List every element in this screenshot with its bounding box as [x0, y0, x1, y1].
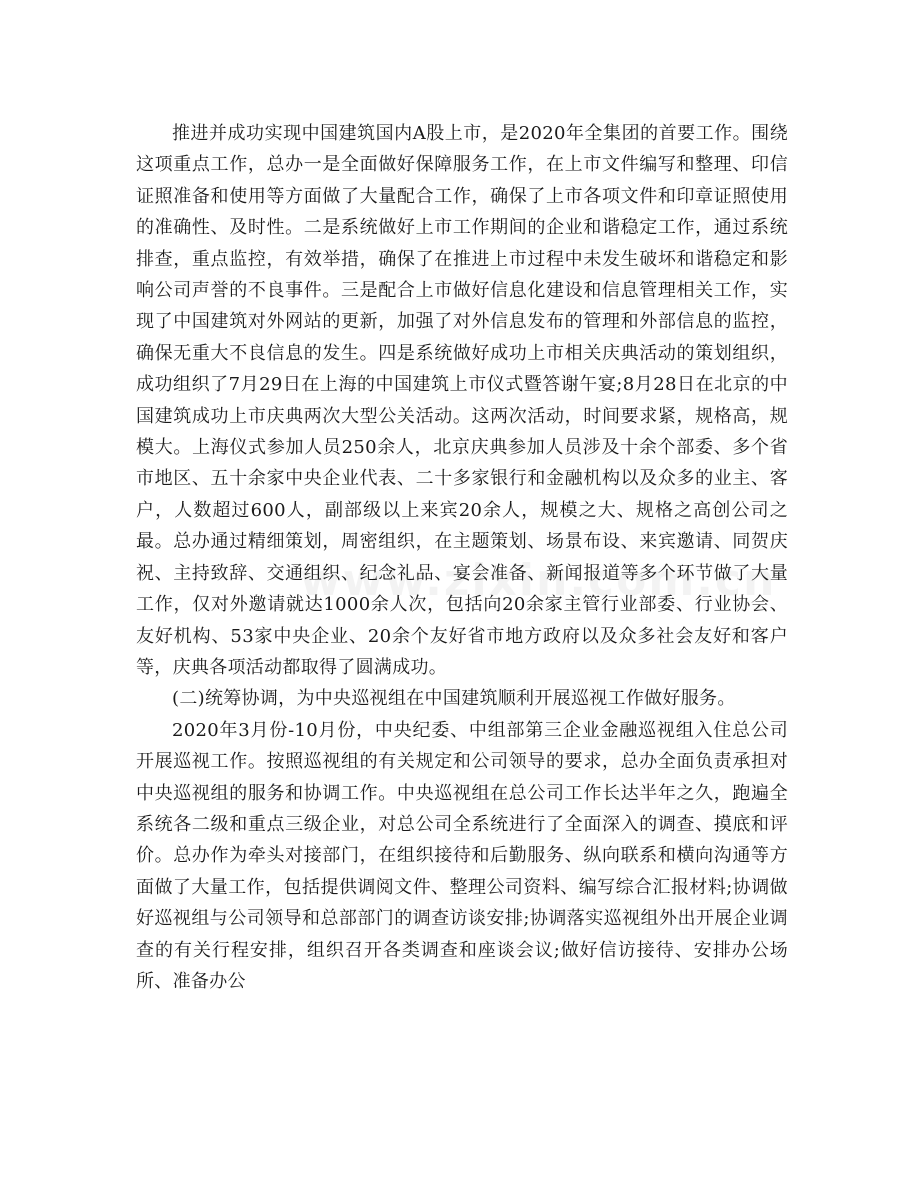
document-body: [136, 118, 788, 997]
section-heading-inspection-service: (二)统筹协调，为中央巡视组在中国建筑顺利开展巡视工作做好服务。: [172, 688, 736, 710]
paragraph-inspection-work: 2020年3月份-10月份，中央纪委、中组部第三企业金融巡视组入住总公司开展巡视工作。按照巡视组的有关规定和公司领导的要求，总办全面负责承担对中央巡视组的服务和协调工作。中央巡视组在总公司工作长达半年之久，跑遍全系统各二级和重点三级企业，对总公司全系统进行了全面深入的调查、摸底和评价。总办作为牵头对接部门，在组织接待和后勤服务、纵向联系和横向沟通等方面做了大量工作，包括提供调阅文件、整理公司资料、编写综合汇报材料;协调做好巡视组与公司领导和总部部门的调查访谈安排;协调落实巡视组外出开展企业调查的有关行程安排，组织召开各类调查和座谈会议;做好信访接待、安排办公场所、准备办公: [136, 719, 788, 992]
paragraph-listing-achievements: 推进并成功实现中国建筑国内A股上市，是2020年全集团的首要工作。围绕这项重点工作，总办一是全面做好保障服务工作，在上市文件编写和整理、印信证照准备和使用等方面做了大量配合工作，确保了上市各项文件和印章证照使用的准确性、及时性。二是系统做好上市工作期间的企业和谐稳定工作，通过系统排查，重点监控，有效举措，确保了在推进上市过程中未发生破坏和谐稳定和影响公司声誉的不良事件。三是配合上市做好信息化建设和信息管理相关工作，实现了中国建筑对外网站的更新，加强了对外信息发布的管理和外部信息的监控，确保无重大不良信息的发生。四是系统做好成功上市相关庆典活动的策划组织，成功组织了7月29日在上海的中国建筑上市仪式暨答谢午宴;8月28日在北京的中国建筑成功上市庆典两次大型公关活动。这两次活动，时间要求紧，规格高，规模大。上海仪式参加人员250余人，北京庆典参加人员涉及十余个部委、多个省市地区、五十余家中央企业代表、二十多家银行和金融机构以及众多的业主、客户，人数超过600人，副部级以上来宾20余人，规模之大、规格之高创公司之最。总办通过精细策划，周密组织，在主题策划、场景布设、来宾邀请、同贺庆祝、主持致辞、交通组织、纪念礼品、宴会准备、新闻报道等多个环节做了大量工作，仅对外邀请就达1000余人次，包括向20余家主管行业部委、行业协会、友好机构、53家中央企业、20余个友好省市地方政府以及众多社会友好和客户等，庆典各项活动都取得了圆满成功。: [136, 123, 788, 678]
